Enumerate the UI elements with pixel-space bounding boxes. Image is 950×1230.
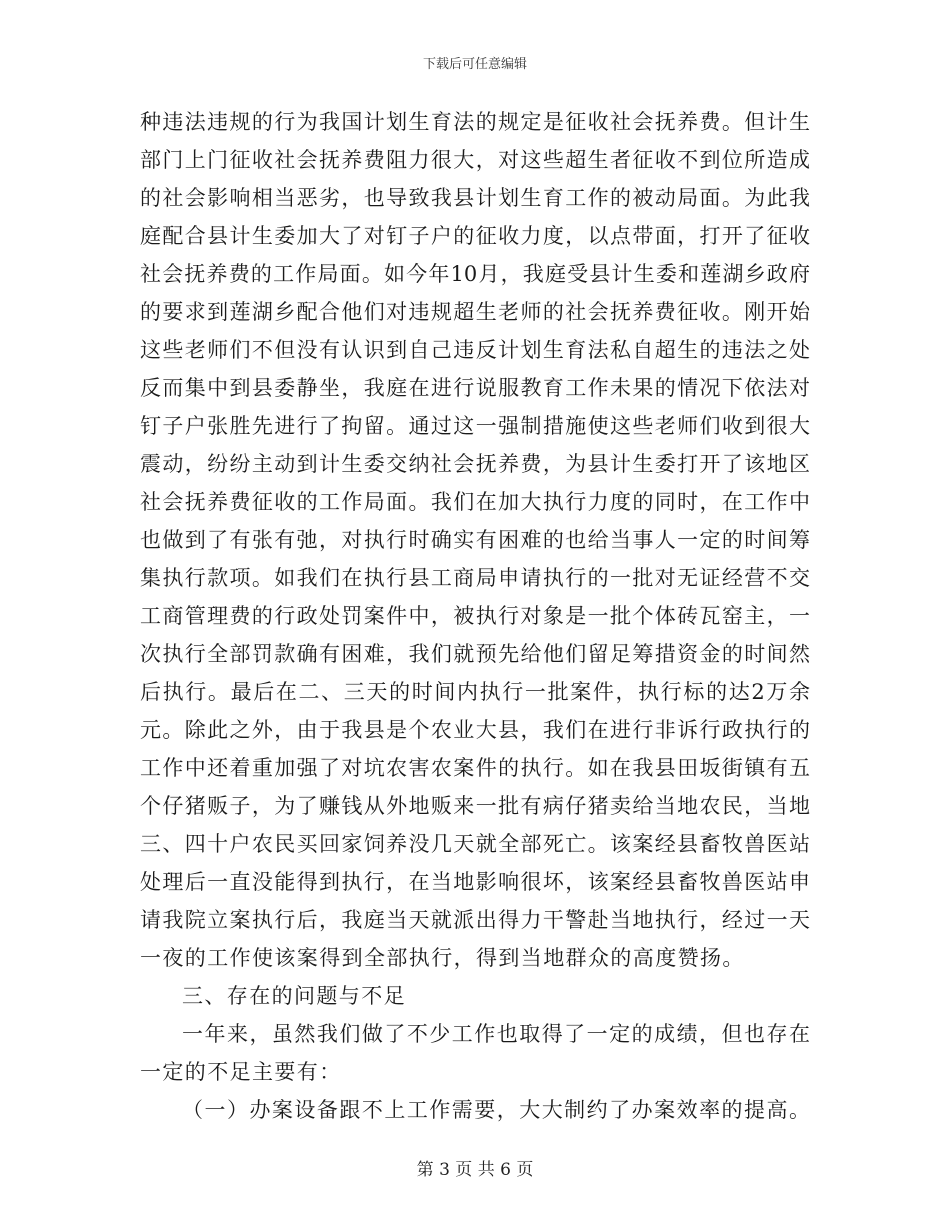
- body-line: 次执行全部罚款确有困难，我们就预先给他们留足筹措资金的时间然: [140, 642, 810, 666]
- section-heading: 三、存在的问题与不足: [182, 984, 406, 1008]
- body-line: 工商管理费的行政处罚案件中，被执行对象是一批个体砖瓦窑主，一: [140, 604, 810, 628]
- body-line: 处理后一直没能得到执行，在当地影响很坏，该案经县畜牧兽医站申: [140, 870, 810, 894]
- body-line: 一定的不足主要有：: [140, 1060, 342, 1084]
- body-line: 一年来，虽然我们做了不少工作也取得了一定的成绩，但也存在: [182, 1022, 810, 1046]
- body-line: 钉子户张胜先进行了拘留。通过这一强制措施使这些老师们收到很大: [140, 414, 810, 438]
- body-line: 个仔猪贩子，为了赚钱从外地贩来一批有病仔猪卖给当地农民，当地: [140, 794, 810, 818]
- list-item: （一）办案设备跟不上工作需要，大大制约了办案效率的提高。: [182, 1098, 810, 1122]
- body-line: 反而集中到县委静坐，我庭在进行说服教育工作未果的情况下依法对: [140, 376, 810, 400]
- body-line: 工作中还着重加强了对坑农害农案件的执行。如在我县田坂街镇有五: [140, 756, 810, 780]
- body-line: 集执行款项。如我们在执行县工商局申请执行的一批对无证经营不交: [140, 566, 810, 590]
- body-line: 请我院立案执行后，我庭当天就派出得力干警赴当地执行，经过一天: [140, 908, 810, 932]
- body-line: 后执行。最后在二、三天的时间内执行一批案件，执行标的达2万余: [140, 680, 810, 704]
- body-line: 社会抚养费征收的工作局面。我们在加大执行力度的同时，在工作中: [140, 490, 810, 514]
- body-line: 的社会影响相当恶劣，也导致我县计划生育工作的被动局面。为此我: [140, 186, 810, 210]
- body-line: 庭配合县计生委加大了对钉子户的征收力度，以点带面，打开了征收: [140, 224, 810, 248]
- page-header: 下载后可任意编辑: [422, 57, 527, 72]
- body-line: 部门上门征收社会抚养费阻力很大，对这些超生者征收不到位所造成: [140, 148, 810, 172]
- body-line: 一夜的工作使该案得到全部执行，得到当地群众的高度赞扬。: [140, 946, 745, 970]
- body-line: 社会抚养费的工作局面。如今年10月，我庭受县计生委和莲湖乡政府: [140, 262, 810, 286]
- document-body: [140, 103, 810, 1129]
- body-line: 种违法违规的行为我国计划生育法的规定是征收社会抚养费。但计生: [140, 110, 810, 134]
- body-line: 的要求到莲湖乡配合他们对违规超生老师的社会抚养费征收。刚开始: [140, 300, 810, 324]
- body-line: 震动，纷纷主动到计生委交纳社会抚养费，为县计生委打开了该地区: [140, 452, 810, 476]
- body-line: 三、四十户农民买回家饲养没几天就全部死亡。该案经县畜牧兽医站: [140, 832, 810, 856]
- body-line: 这些老师们不但没有认识到自己违反计划生育法私自超生的违法之处: [140, 338, 810, 362]
- body-line: 元。除此之外，由于我县是个农业大县，我们在进行非诉行政执行的: [140, 718, 810, 742]
- body-line: 也做到了有张有弛，对执行时确实有困难的也给当事人一定的时间筹: [140, 528, 810, 552]
- page-number-footer: 第 3 页 共 6 页: [416, 1160, 534, 1180]
